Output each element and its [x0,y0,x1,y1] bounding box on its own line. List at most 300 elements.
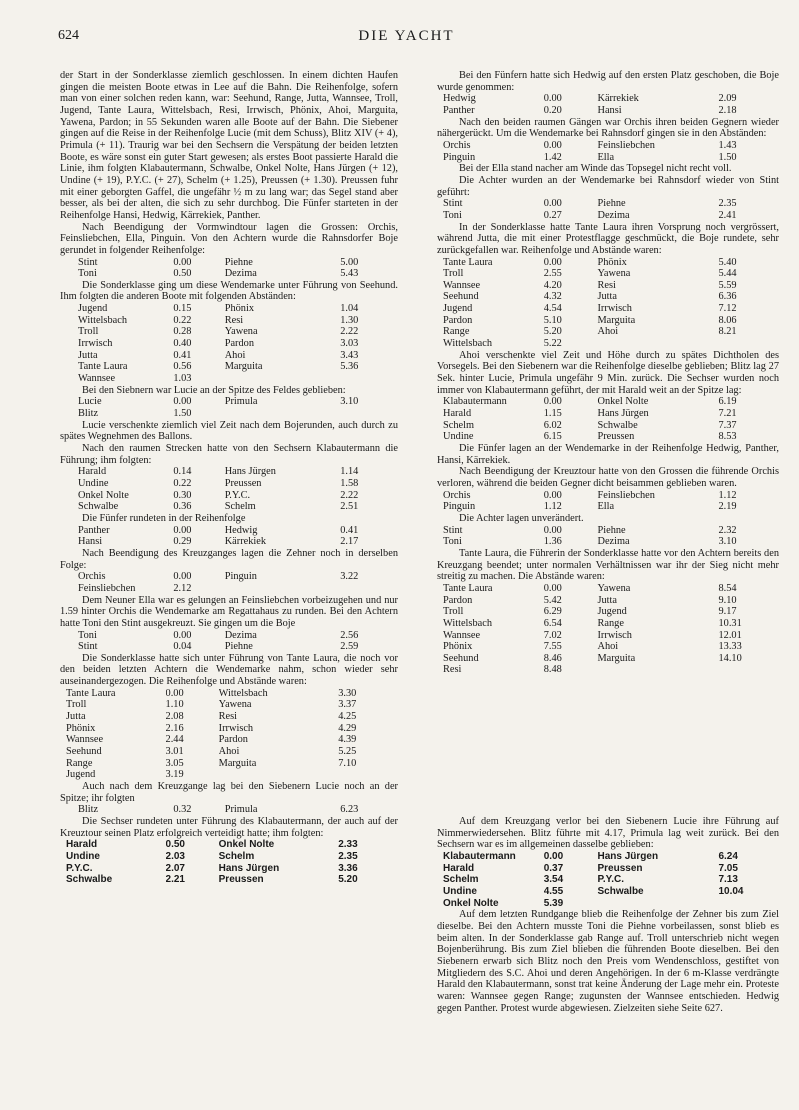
page-header [58,28,755,50]
gap-time [718,338,779,350]
standings-row [60,804,398,816]
gap-time: 2.44 [165,734,184,746]
boat-name: P.Y.C. [224,489,251,501]
standings-row [60,350,398,362]
standings-table [60,396,398,419]
standings-row [60,641,398,653]
gap-time: 5.36 [340,361,359,373]
gap-time: 0.00 [543,489,562,501]
standings-row [60,361,398,373]
gap-time: 0.00 [543,850,564,862]
standings-row [437,280,779,292]
gap-time: 0.22 [173,314,192,326]
gap-time: 0.36 [173,501,192,513]
gap-time: 8.21 [718,326,737,338]
boat-name: Jugend [443,303,473,315]
gap-time: 6.54 [543,617,562,629]
boat-name: Onkel Nolte [597,396,649,408]
boat-name [597,338,718,350]
standings-row [60,746,398,758]
boat-name: Jugend [597,606,627,618]
standings-row [60,408,398,420]
boat-name: Hans Jürgen [597,850,659,862]
page-number: 624 [58,28,79,43]
standings-row [60,536,398,548]
gap-time: 5.39 [543,897,564,909]
standings-table [437,257,779,350]
gap-time: 2.22 [340,489,359,501]
boat-name: Tante Laura [443,582,493,594]
standings-row [437,291,779,303]
standings-table [60,571,398,594]
boat-name: Piehne [224,256,253,268]
boat-name: Primula [224,396,258,408]
boat-name: Pardon [443,314,473,326]
gap-time: 1.14 [340,466,359,478]
gap-time: 0.37 [543,862,564,874]
gap-time: 9.17 [718,606,737,618]
gap-time: 0.32 [173,804,192,816]
boat-name: Onkel Nolte [443,897,499,909]
gap-time [340,373,398,385]
gap-time: 1.30 [340,314,359,326]
boat-name: Resi [218,711,238,723]
gap-time: 0.00 [543,139,562,151]
standings-row [437,431,779,443]
gap-time: 2.21 [165,874,185,886]
gap-time: 0.00 [543,93,562,105]
gap-time: 5.43 [340,268,359,280]
gap-time: 3.19 [165,769,184,781]
standings-row [60,373,398,385]
boat-name: Ahoi [224,349,246,361]
boat-name [225,583,341,595]
paragraph: Tante Laura, die Führerin der Sonderklasse hatte vor den Achtern bereits den Kreuzgang beendet; unter normalen Verhältnissen war ihr der Sieg nicht mehr streitig zu machen. Die Abstände waren: [437,547,779,583]
boat-name: Toni [443,209,462,221]
boat-name: Piehne [597,524,626,536]
standings-row [437,210,779,222]
standings-row [60,525,398,537]
gap-time: 1.12 [718,489,737,501]
boat-name: Wittelsbach [443,617,492,629]
standings-row [437,874,779,886]
gap-time: 5.00 [340,256,359,268]
paragraph: Auf dem letzten Rundgange blieb die Reihenfolge der Zehner bis zum Ziel dieselbe. Bei den Achtern musste Toni die Piehne vorbeilassen, sonst blieb es beim alten. In der Sonderklasse gab Range auf. Troll unterschrieb nicht wegen Bojenberührung. Bis zum Ziel blieben die führenden Boote dieselben. Bei den Siebenern erwarb sich Blitz noch den Preis vom Wendenschloss, gestiftet von Mitgliedern des S.C. Ahoi und deren Angehörigen. In der 6 m-Klasse verdrängte Harald den Klabautermann, sonst trat keine Änderung der Lage mehr ein. Proteste waren: Wannsee gegen Range; zugunsten der Wannsee entschieden. Hedwig gegen Panther. Protest wurde abgewiesen. Zielzeiten siehe Seite 627. [437,909,779,1014]
boat-name: Irrwisch [218,722,254,734]
standings-row [437,664,779,676]
paragraph: Die Achter wurden an der Wendemarke bei Rahnsdorf wieder von Stint geführt: [437,174,779,198]
standings-row [437,490,779,502]
gap-time: 3.10 [340,396,359,408]
boat-name: Jugend [78,303,108,315]
boat-name: Klabautermann [443,850,516,862]
standings-table [60,630,398,653]
gap-time: 0.40 [173,338,192,350]
boat-name: Schelm [443,874,479,886]
standings-table [437,851,779,909]
boat-name: Ahoi [218,746,240,758]
gap-time [340,408,398,420]
standings-table [437,583,779,676]
boat-name: Wittelsbach [78,314,127,326]
boat-name [225,408,341,420]
gap-time: 10.31 [718,617,742,629]
gap-time: 0.00 [173,629,192,641]
standings-table [437,490,779,513]
boat-name: Resi [597,279,616,291]
standings-row [60,769,398,781]
gap-time [718,664,779,676]
boat-name: Preussen [597,431,635,443]
boat-name: Hansi [597,104,622,116]
boat-name: Dezima [224,268,257,280]
gap-time: 1.43 [718,139,737,151]
standings-row [60,874,398,886]
standings-row [437,396,779,408]
boat-name: Seehund [66,746,102,758]
boat-name: Undine [66,850,100,862]
boat-name: Wittelsbach [218,687,268,699]
boat-name: Blitz [78,408,99,420]
standings-row [60,711,398,723]
gap-time: 6.36 [718,291,737,303]
gap-time: 7.12 [718,303,737,315]
gap-time: 0.00 [165,687,184,699]
gap-time: 2.08 [165,711,184,723]
right-column-lower [437,816,779,1014]
gap-time: 0.00 [543,256,562,268]
paragraph: Nach den raumen Strecken hatte von den Sechsern Klabautermann die Führung; ihm folgten: [60,443,398,466]
boat-name: Kärrekiek [597,93,639,105]
standings-row [437,326,779,338]
boat-name: Yawena [224,326,258,338]
boat-name: Harald [443,408,472,420]
gap-time: 5.22 [543,338,562,350]
boat-name: Dezima [597,536,630,548]
boat-name: Pinguin [443,151,476,163]
standings-row [437,257,779,269]
paragraph: Auch nach dem Kreuzgange lag bei den Siebenern Lucie noch an der Spitze; ihr folgten [60,781,398,804]
standings-table [60,303,398,385]
gap-time: 2.32 [718,524,737,536]
paragraph: Die Fünfer rundeten in der Reihenfolge [82,512,246,524]
standings-row [60,839,398,851]
standings-row [60,630,398,642]
gap-time: 2.17 [340,536,359,548]
standings-row [60,583,398,595]
gap-time: 0.00 [543,198,562,210]
boat-name: Schwalbe [78,501,119,513]
boat-name: Jutta [597,594,618,606]
gap-time: 3.54 [543,874,564,886]
boat-name: Seehund [443,652,479,664]
boat-name: Marguita [597,314,636,326]
gap-time: 4.20 [543,279,562,291]
standings-row [437,198,779,210]
gap-time: 0.41 [173,349,192,361]
gap-time: 6.24 [718,850,738,862]
boat-name: Seehund [443,291,479,303]
boat-name: Irrwisch [597,629,632,641]
paragraph: Die Sonderklasse ging um diese Wendemarke unter Führung von Seehund. Ihm folgten die anderen Boote mit folgenden Abständen: [60,279,398,303]
paragraph: Bei den Siebnern war Lucie an der Spitze des Feldes geblieben: [82,384,346,396]
gap-time [340,583,398,595]
boat-name: Marguita [224,361,263,373]
boat-name: Yawena [597,582,631,594]
boat-name: Toni [443,536,462,548]
boat-name: Ahoi [597,641,619,653]
gap-time: 4.32 [543,291,562,303]
standings-row [60,338,398,350]
gap-time: 0.00 [173,524,192,536]
paragraph: Lucie verschenkte ziemlich viel Zeit nach dem Bojerunden, auch durch zu spätes Wegnehmen des Ballons. [60,419,398,443]
gap-time: 7.55 [543,641,562,653]
boat-name: Lucie [78,396,102,408]
gap-time: 5.25 [338,746,357,758]
boat-name: Undine [443,885,477,897]
boat-name: Tante Laura [443,256,493,268]
boat-name: Orchis [443,139,471,151]
boat-name: Kärrekiek [224,536,267,548]
boat-name: Wannsee [78,373,116,385]
standings-table [437,198,779,221]
gap-time: 6.15 [543,431,562,443]
boat-name: Wittelsbach [443,338,492,350]
boat-name: Onkel Nolte [218,839,275,851]
boat-name: Resi [224,314,244,326]
gap-time: 2.09 [718,93,737,105]
paragraph: Die Sonderklasse hatte sich unter Führung von Tante Laura, die noch vor den beiden letzten Achtern die Wendemarke nahm, schon wieder sehr auseinandergezogen. Die Reihenfolge und Abstände waren: [60,652,398,688]
boat-name: Hedwig [443,93,476,105]
gap-time: 0.29 [173,536,192,548]
gap-time: 5.20 [543,326,562,338]
boat-name: Panther [78,524,110,536]
gap-time: 2.56 [340,629,359,641]
standings-row [437,93,779,105]
gap-time: 2.18 [718,104,737,116]
boat-name: Preussen [218,874,264,886]
gap-time: 1.36 [543,536,562,548]
boat-name: Hans Jürgen [218,862,280,874]
gap-time: 0.00 [173,396,192,408]
right-column [437,70,779,676]
standings-row [60,257,398,269]
boat-name: Troll [443,268,464,280]
standings-table [437,396,779,443]
boat-name: Stint [443,198,463,210]
standings-table [60,804,398,816]
standings-row [437,641,779,653]
standings-row [437,606,779,618]
gap-time: 0.50 [173,268,192,280]
gap-time: 3.03 [340,338,359,350]
gap-time: 4.25 [338,711,357,723]
standings-row [437,618,779,630]
standings-row [437,630,779,642]
paragraph: In der Sonderklasse hatte Tante Laura ihren Vorsprung noch vergrössert, während Jutta, die mit einer Protestflagge geschmückt, die Boje rundete, sehr zurückgefallen war. Reihenfolge und Abstände waren: [437,221,779,256]
boat-name: Pardon [443,594,473,606]
boat-name: Klabautermann [443,396,507,408]
gap-time: 4.29 [338,722,357,734]
standings-row [437,152,779,164]
boat-name: Piehne [597,198,626,210]
standings-row [437,536,779,548]
gap-time: 3.30 [338,687,357,699]
gap-time: 1.12 [543,501,562,513]
boat-name: Hans Jürgen [224,466,276,478]
standings-row [437,303,779,315]
gap-time: 1.58 [340,477,359,489]
boat-name: P.Y.C. [597,874,624,886]
gap-time: 0.27 [543,209,562,221]
boat-name [597,898,718,910]
gap-time: 0.20 [543,104,562,116]
boat-name: Schwalbe [66,874,113,886]
gap-time: 2.33 [338,839,358,851]
standings-row [60,490,398,502]
boat-name: Schelm [443,419,475,431]
gap-time: 5.44 [718,268,737,280]
boat-name: Dezima [597,209,630,221]
paragraph: Die Fünfer lagen an der Wendemarke in der Reihenfolge Hedwig, Panther, Hansi, Kärrekiek. [437,443,779,466]
paragraph: Dem Neuner Ella war es gelungen an Feinsliebchen vorbeizugehen und nur 1.59 hinter Orchis die Wendemarke am Regattahaus zu runden. Bei den Achtern hatte Toni den Stint ausgekreuzt. Sie gingen um die Boje [60,594,398,629]
boat-name: Yawena [218,699,252,711]
gap-time: 0.00 [543,582,562,594]
boat-name: Dezima [224,629,257,641]
gap-time: 0.41 [340,524,359,536]
gap-time: 0.14 [173,466,192,478]
gap-time: 7.13 [718,874,738,886]
standings-table [60,525,398,548]
standings-row [437,886,779,898]
gap-time: 8.53 [718,431,737,443]
boat-name [225,373,341,385]
standings-row [437,898,779,910]
gap-time: 8.54 [718,582,737,594]
gap-time: 6.23 [340,804,359,816]
boat-name: Preussen [597,862,643,874]
gap-time: 2.35 [718,198,737,210]
boat-name: Stint [78,256,98,268]
gap-time: 7.02 [543,629,562,641]
boat-name: Stint [78,641,98,653]
boat-name: Piehne [224,641,253,653]
boat-name: Panther [443,104,475,116]
paragraph: Bei der Ella stand nacher am Winde das Topsegel nicht recht voll. [459,163,732,175]
standings-table [437,525,779,548]
gap-time: 12.01 [718,629,742,641]
boat-name: Preussen [224,477,262,489]
gap-time: 2.16 [165,722,184,734]
gap-time: 10.04 [718,885,744,897]
boat-name: Troll [443,606,464,618]
gap-time: 0.30 [173,489,192,501]
boat-name: Hedwig [224,524,258,536]
boat-name: Tante Laura [66,687,116,699]
gap-time: 8.48 [543,664,562,676]
gap-time: 5.20 [338,874,358,886]
boat-name: Harald [443,862,475,874]
gap-time: 2.22 [340,326,359,338]
gap-time: 6.02 [543,419,562,431]
gap-time: 1.03 [173,373,192,385]
boat-name: Feinsliebchen [597,489,655,501]
standings-row [60,326,398,338]
gap-time: 7.05 [718,862,738,874]
gap-time: 2.51 [340,501,359,513]
boat-name: Wannsee [443,279,481,291]
standings-row [437,525,779,537]
boat-name: Range [443,326,470,338]
gap-time: 14.10 [718,652,742,664]
gap-time: 4.54 [543,303,562,315]
gap-time: 4.39 [338,734,357,746]
boat-name: Phönix [224,303,255,315]
gap-time: 8.46 [543,652,562,664]
boat-name: Jutta [66,711,86,723]
boat-name: Undine [78,477,109,489]
gap-time [718,898,779,910]
boat-name: P.Y.C. [66,862,93,874]
gap-time: 0.56 [173,361,192,373]
standings-row [437,501,779,513]
paragraph: der Start in der Sonderklasse ziemlich geschlossen. In einem dichten Haufen gingen die meisten Boote etwas in Lee auf die Bahn. Die Reihenfolge, sofern man von einer solchen reden kann, war: Seehund, Range, Jutta, Wannsee, Troll, Jugend, Tante Laura, Wittelsbach, Resi, Irrwisch, Phönix, Ahoi, Marguita, Yawena, Pardon; in 55 Sekunden waren alle Boote auf der Bahn. Die Siebener gingen auf die Reise in der Reihenfolge Lucie (mit dem Schuss), Blitz XIV (+ 4), Primula (+ 11). Traurig war bei den Sechsern die Verspätung der beiden letzten Boote, es wäre sonst ein guter Start gewesen; als erstes Boot passierte Harald die Linie, ihm folgten Klabautermann, Schwalbe, Onkel Nolte, Hans Jürgen (+ 12), Undine (+ 19), P.Y.C. (+ 27), Schelm (+ 1.25), Preussen (+ 1.30). Preussen fuhr mit einer geborgten Gaffel, die ungefähr ½ m zu lang war; das Segel stand aber besser, als bei der alten, die sich zu sehr durchbog. Die Fünfer starteten in der Reihenfolge Hansi, Hedwig, Kärrekiek, Panther. [60,70,398,221]
gap-time: 0.04 [173,641,192,653]
gap-time: 7.21 [718,408,737,420]
boat-name: Wannsee [443,629,481,641]
boat-name: Wannsee [66,734,104,746]
boat-name: Range [66,757,93,769]
gap-time: 1.15 [543,408,562,420]
gap-time: 0.22 [173,477,192,489]
standings-row [437,315,779,327]
standings-row [60,699,398,711]
boat-name: Range [597,617,624,629]
gap-time: 8.06 [718,314,737,326]
boat-name: Schwalbe [597,885,644,897]
gap-time: 1.04 [340,303,359,315]
gap-time: 3.05 [165,757,184,769]
boat-name: Schelm [218,850,255,862]
boat-name: Pardon [224,338,255,350]
gap-time: 0.00 [543,524,562,536]
standings-table [60,466,398,513]
gap-time: 2.35 [338,850,358,862]
boat-name: Blitz [78,804,99,816]
boat-name: Hansi [78,536,103,548]
gap-time: 0.00 [173,256,192,268]
boat-name: Jutta [597,291,618,303]
gap-time: 1.50 [718,151,737,163]
standings-row [60,478,398,490]
boat-name: Hans Jürgen [597,408,649,420]
standings-table [60,688,398,781]
gap-time: 9.10 [718,594,737,606]
boat-name: Ella [597,501,615,513]
gap-time: 2.59 [340,641,359,653]
standings-row [60,734,398,746]
left-column [60,70,398,886]
paragraph: Nach Beendigung der Kreuztour hatte von den Grossen die führende Orchis verloren, während die beiden Gegner dicht beisammen geblieben waren. [437,466,779,489]
paragraph: Bei den Fünfern hatte sich Hedwig auf den ersten Platz geschoben, die Boje wurde genommen: [437,70,779,93]
standings-row [437,595,779,607]
gap-time: 1.10 [165,699,184,711]
paragraph: Ahoi verschenkte viel Zeit und Höhe durch zu spätes Dichtholen des Vorsegels. Bei den Siebenern war die Reihenfolge dieselbe geblieben; Blitz lag 27 Sek. hinter Lucie, Primula ungefähr 9 Min. zurück. Die Sechser wurden noch immer von Klabautermann geführt, der mit Harald weit an der Spitze lag: [437,349,779,396]
standings-row [437,105,779,117]
gap-time: 2.12 [173,582,192,594]
boat-name: Orchis [78,571,106,583]
gap-time: 3.36 [338,862,358,874]
